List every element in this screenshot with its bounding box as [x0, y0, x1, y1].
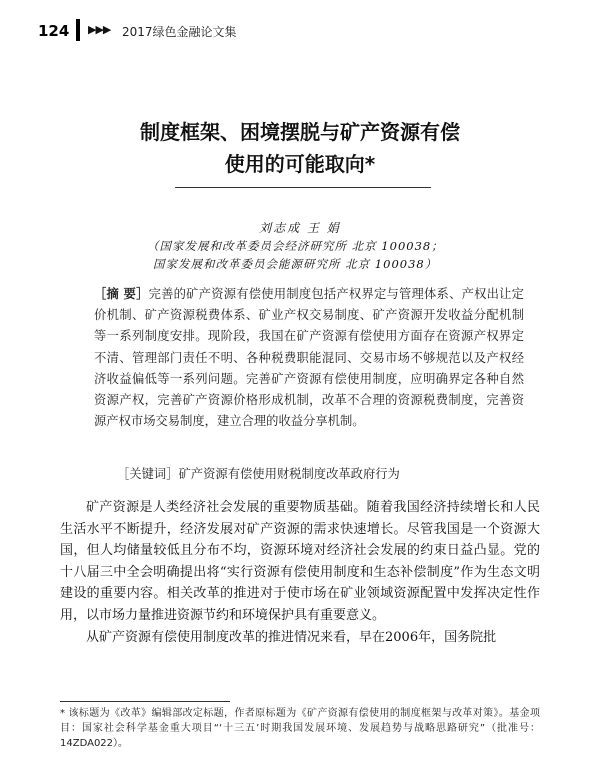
abstract	[94, 284, 524, 432]
title-rule	[175, 187, 431, 188]
header-divider	[76, 19, 80, 41]
book-title: 2017绿色金融论文集	[122, 25, 237, 39]
paper-title-line1: 制度框架、困境摆脱与矿产资源有偿	[140, 120, 460, 144]
footnote: * 该标题为《改革》编辑部改定标题，作者原标题为《矿产资源有偿使用的制度框架与改革对策》。基金项目：国家社会科学基金重大项目“‘十三五’时期我国发展环境、发展趋势与战略思路研究”（批准号：14ZDA022）。	[60, 708, 540, 749]
page-number: 124	[38, 22, 70, 40]
footnote-rule	[60, 701, 230, 702]
body-text	[60, 497, 540, 648]
body-paragraph-2: 从矿产资源有偿使用制度改革的推进情况来看，早在2006年，国务院批	[86, 629, 497, 645]
abstract-label: ［摘 要］	[94, 287, 149, 301]
affiliation-line2: 国家发展和改革委员会能源研究所 北京 100038）	[153, 257, 438, 271]
authors: 刘志成 王 娟	[259, 221, 341, 235]
affiliation-line1: （国家发展和改革委员会经济研究所 北京 100038；	[147, 239, 444, 253]
abstract-text: 完善的矿产资源有偿使用制度包括产权界定与管理体系、产权出让定价机制、矿产资源税费体系、矿业产权交易制度、矿产资源开发收益分配机制等一系列制度安排。现阶段，我国在矿产资源有偿使用方面存在资源产权界定不清、管理部门责任不明、各种税费职能混同、交易市场不够规范以及产权经济收益偏低等一系列问题。完善矿产资源有偿使用制度，应明确界定各种自然资源产权，完善矿产资源价格形成机制，改革不合理的资源税费制度，完善资源产权市场交易制度，建立合理的收益分享机制。	[94, 287, 524, 429]
keywords-text: 矿产资源有偿使用财税制度改革政府行为	[178, 467, 400, 481]
running-header	[38, 22, 578, 42]
arrow-icon: ▶▶▶	[88, 23, 111, 36]
body-paragraph-1: 矿产资源是人类经济社会发展的重要物质基础。随着我国经济持续增长和人民生活水平不断提升，经济发展对矿产资源的需求快速增长。尽管我国是一个资源大国，但人均储量较低且分布不均，资源环境对经济社会发展的约束日益凸显。党的十八届三中全会明确提出将“实行资源有偿使用制度和生态补偿制度”作为生态文明建设的重要内容。相关改革的推进对于使市场在矿业领域资源配置中发挥决定性作用，以市场力量推进资源节约和环境保护具有重要意义。	[60, 500, 540, 623]
keywords	[117, 464, 537, 482]
keywords-label: ［关键词］	[117, 467, 179, 481]
paper-title-line2: 使用的可能取向*	[224, 152, 376, 176]
